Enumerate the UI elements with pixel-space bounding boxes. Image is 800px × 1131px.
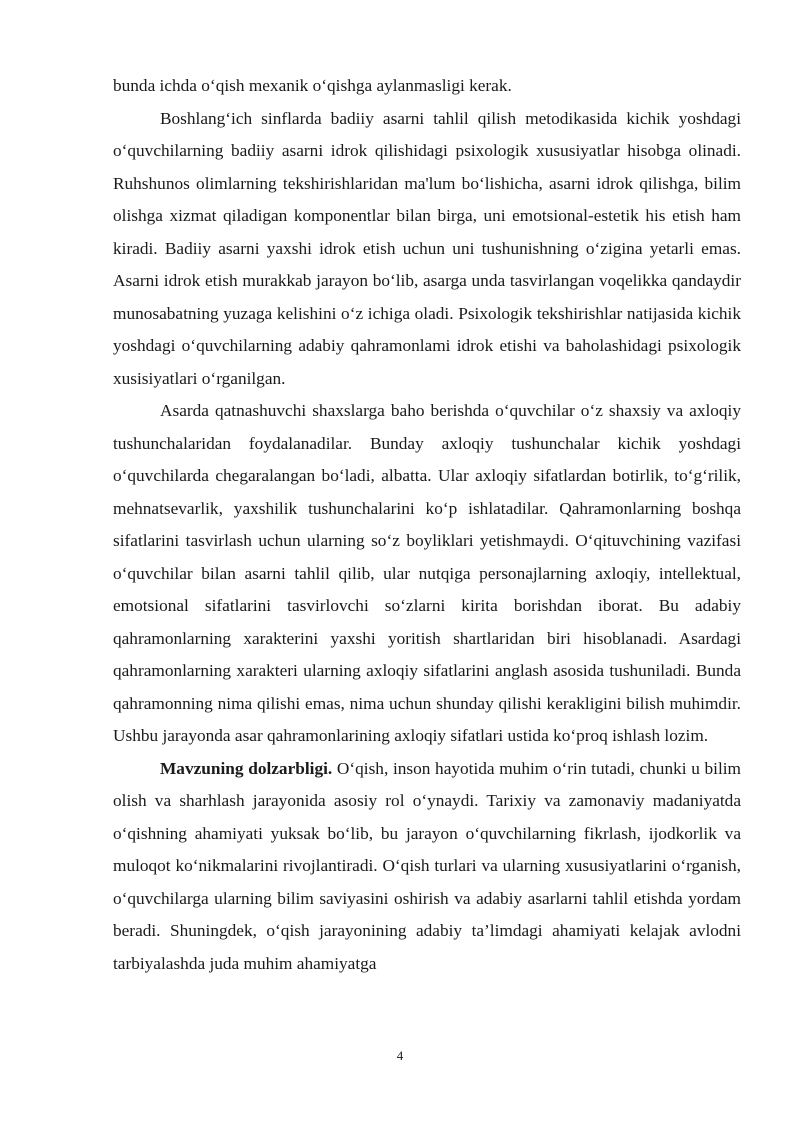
paragraph-character-evaluation: Asarda qatnashuvchi shaxslarga baho berishda o‘quvchilar o‘z shaxsiy va axloqiy tushunchalaridan foydalanadilar. Bunday axloqiy tushunchalar kichik yoshdagi o‘quvchilarda chegaralangan bo‘ladi, albatta. Ular axloqiy sifatlardan botirlik, to‘g‘rilik, mehnatsevarlik, yaxshilik tushunchalarini ko‘p ishlatadilar. Qahramonlarning boshqa sifatlarini tasvirlash uchun ularning so‘z boyliklari yetishmaydi. O‘qituvchining vazifasi o‘quvchilar bilan asarni tahlil qilib, ular nutqiga personajlarning axloqiy, intellektual, emotsional sifatlarini tasvirlovchi so‘zlarni kirita borishdan iborat. Bu adabiy qahramonlarning xarakterini yaxshi yoritish shartlaridan biri hisoblanadi. Asardagi qahramonlarning xarakteri ularning axloqiy sifatlarini anglash asosida tushuniladi. Bunda qahramonning nima qilishi emas, nima uchun shunday qilishi kerakligini bilish muhimdir. Ushbu jarayonda asar qahramonlarining axloqiy sifatlari ustida ko‘proq ishlash lozim. [113, 401, 741, 745]
paragraph-psychology: Boshlang‘ich sinflarda badiiy asarni tahlil qilish metodikasida kichik yoshdagi o‘quvchilarning badiiy asarni idrok qilishidagi psixologik xususiyatlar hisobga olinadi. Ruhshunos olimlarning tekshirishlaridan ma'lum bo‘lishicha, asarni idrok qilishga, bilim olishga xizmat qiladigan komponentlar bilan birga, uni emotsional-estetik his etish ham kiradi. Badiiy asarni yaxshi idrok etish uchun uni tushunishning o‘zigina yetarli emas. Asarni idrok etish murakkab jarayon bo‘lib, asarga unda tasvirlangan voqelikka qandaydir munosabatning yuzaga kelishini o‘z ichiga oladi. Psixologik tekshirishlar natijasida kichik yoshdagi o‘quvchilarning adabiy qahramonlami idrok etishi va baholashidagi psixologik xusisiyatlari o‘rganilgan. [113, 108, 741, 388]
relevance-text: O‘qish, inson hayotida muhim o‘rin tutadi, chunki u bilim olish va sharhlash jarayonida asosiy rol o‘ynaydi. Tarixiy va zamonaviy madaniyatda o‘qishning ahamiyati yuksak bo‘lib, bu jarayon o‘quvchilarning fikrlash, ijodkorlik va muloqot ko‘nikmalarini rivojlantiradi. O‘qish turlari va ularning xususiyatlarini o‘rganish, o‘quvchilarga ularning bilim saviyasini oshirish va adabiy asarlarni tahlil etishda yordam beradi. Shuningdek, o‘qish jarayonining adabiy ta’limdagi ahamiyati kelajak avlodni tarbiyalashda juda muhim ahamiyatga [113, 758, 741, 973]
paragraph-relevance [113, 753, 741, 981]
page-number: 4 [396, 1048, 404, 1063]
relevance-heading: Mavzuning dolzarbligi. [160, 758, 333, 778]
body-text [113, 70, 741, 980]
paragraph-continuation: bunda ichda o‘qish mexanik o‘qishga aylanmasligi kerak. [113, 76, 512, 95]
